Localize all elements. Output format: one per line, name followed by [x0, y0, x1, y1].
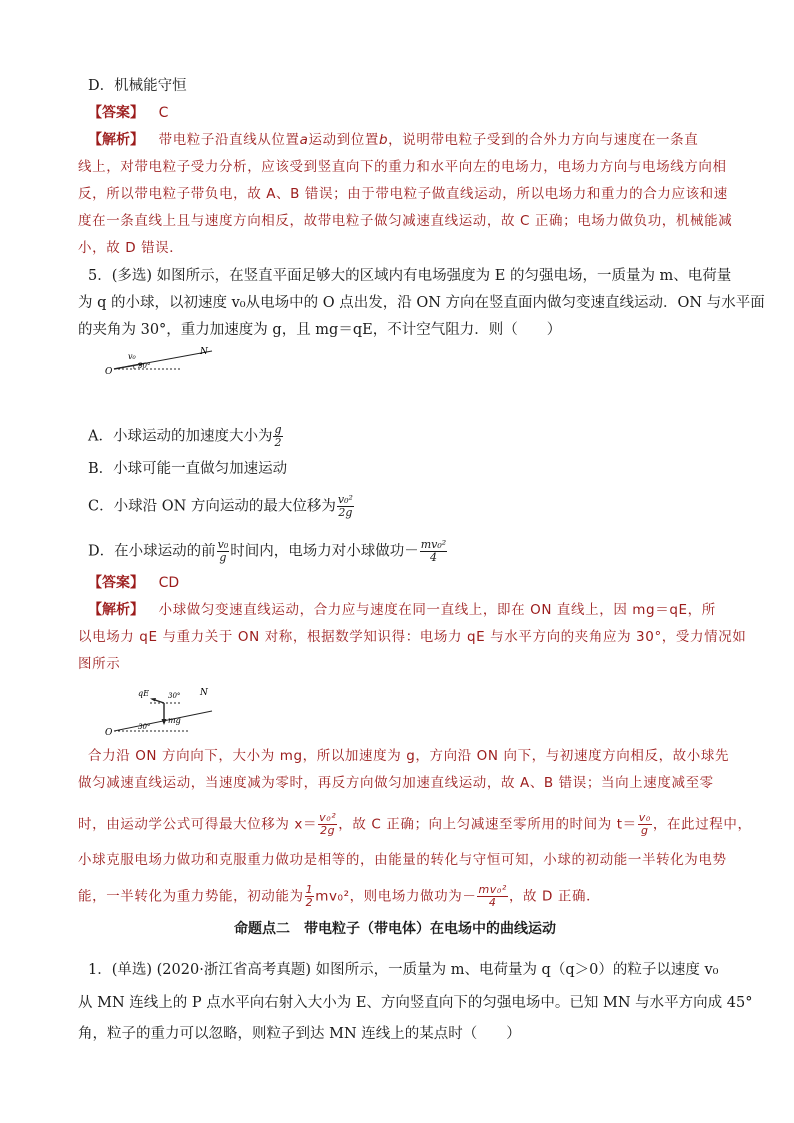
label-mg: mg	[168, 716, 181, 725]
answer-value: C	[158, 105, 169, 121]
fraction: $\frac{\text{v₀}}{g}$	[217, 538, 229, 564]
answer-label: 【答案】	[88, 105, 144, 121]
q5-analysis-line-1: 【解析】 小球做匀变速直线运动，合力应与速度在同一直线上，即在 ON 直线上，因 mg＝qE，所	[88, 602, 716, 618]
q1-line-3: 角，粒子的重力可以忽略，则粒子到达 MN 连线上的某点时（ ）	[78, 1026, 521, 1042]
label-qe: qE	[138, 689, 149, 698]
q4-answer	[88, 103, 168, 123]
label-o: O	[105, 728, 113, 735]
fraction: $\frac{\text{v₀²}}{2g}$	[337, 493, 353, 519]
answer-label: 【答案】	[88, 575, 144, 591]
q5-stem-line-3: 的夹角为 30°，重力加速度为 g，且 mg＝qE，不计空气阻力．则（ ）	[78, 322, 562, 338]
q5-analysis-line-8: 能，一半转化为重力势能，初动能为 $\frac{1}{2}$ mv₀²，则电场力做功为－ $\frac{\text{mv₀²}}{4}$ ，故 D 正确．	[78, 883, 601, 909]
q5-figure-1	[100, 346, 230, 382]
analysis-label: 【解析】	[88, 132, 144, 148]
analysis-label: 【解析】	[88, 602, 144, 618]
q5-analysis-line-2: 以电场力 qE 与重力关于 ON 对称，根据数学知识得：电场力 qE 与水平方向的夹角应为 30°，受力情况如	[78, 629, 747, 645]
q5-analysis-line-4: 合力沿 ON 方向向下，大小为 mg，所以加速度为 g，方向沿 ON 向下，与初速度方向相反，故小球先	[88, 748, 730, 764]
fraction: $\frac{g}{2}$	[274, 423, 282, 449]
fraction: $\frac{\text{mv₀²}}{4}$	[420, 538, 447, 564]
q5-analysis-line-6: 时，由运动学公式可得最大位移为 x＝ $\frac{\text{v₀²}}{2g}$ ，故 C 正确；向上匀减速至零所用的时间为 t＝ $\frac{\text{v₀}}{g}$ ，在此过程中，	[78, 811, 752, 837]
fraction: $\frac{1}{2}$	[305, 883, 314, 909]
q4-option-d: D．机械能守恒	[88, 78, 187, 94]
label-n: N	[200, 347, 208, 357]
q5-analysis-line-3: 图所示	[78, 656, 121, 672]
q5-stem-line-1: 5．(多选) 如图所示，在竖直平面足够大的区域内有电场强度为 E 的匀强电场，一质量为 m、电荷量	[88, 268, 732, 284]
angle-arc	[134, 366, 135, 370]
q1-line-1: 1．(单选) (2020·浙江省高考真题) 如图所示，一质量为 m、电荷量为 q（q＞0）的粒子以速度 v₀	[88, 962, 719, 978]
q5-figure-2	[100, 683, 230, 735]
electric-force-arrowhead	[150, 698, 156, 702]
q5-stem-line-2: 为 q 的小球，以初速度 v₀从电场中的 O 点出发，沿 ON 方向在竖直面内做匀变速直线运动．ON 与水平面	[78, 295, 765, 311]
fraction: $\frac{\text{mv₀²}}{4}$	[478, 883, 507, 909]
label-v0: v₀	[128, 352, 136, 361]
q4-analysis-line-4: 度在一条直线上且与速度方向相反，故带电粒子做匀减速直线运动，故 C 正确；电场力做负功，机械能减	[78, 213, 733, 229]
q5-option-c: C．小球沿 ON 方向运动的最大位移为 $\frac{\text{v₀²}}{2g}$	[88, 493, 353, 519]
fraction: $\frac{\text{v₀²}}{2g}$	[319, 811, 337, 837]
label-angle: 30°	[138, 362, 151, 370]
q4-analysis-line-3: 反，所以带电粒子带负电，故 A、B 错误；由于带电粒子做直线运动，所以电场力和重力的合力应该和速	[78, 186, 728, 202]
q5-option-d: D．在小球运动的前 $\frac{\text{v₀}}{g}$ 时间内，电场力对小球做功－ $\frac{\text{mv₀²}}{4}$	[88, 538, 447, 564]
q4-analysis-line-1: 【解析】 带电粒子沿直线从位置a运动到位置b，说明带电粒子受到的合外力方向与速度在一条直	[88, 132, 699, 148]
q4-analysis-line-2: 线上，对带电粒子受力分析，应该受到竖直向下的重力和水平向左的电场力，电场力方向与电场线方向相	[78, 159, 727, 175]
q5-answer	[88, 573, 179, 593]
label-angle-2: 30°	[138, 723, 151, 731]
q5-option-a: A．小球运动的加速度大小为 $\frac{g}{2}$	[88, 423, 282, 449]
section-title: 命题点二 带电粒子（带电体）在电场中的曲线运动	[234, 921, 556, 937]
q5-analysis-line-7: 小球克服电场力做功和克服重力做功是相等的，由能量的转化与守恒可知，小球的初动能一半转化为电势	[78, 852, 727, 868]
q4-analysis-line-5: 小，故 D 错误．	[78, 240, 184, 256]
answer-value: CD	[158, 575, 180, 591]
gravity-arrowhead	[162, 719, 167, 725]
q1-line-2: 从 MN 连线上的 P 点水平向右射入大小为 E、方向竖直向下的匀强电场中。已知 MN 与水平方向成 45°	[78, 995, 753, 1011]
label-o: O	[105, 367, 113, 377]
q5-option-b: B．小球可能一直做匀加速运动	[88, 461, 288, 477]
label-n: N	[200, 688, 208, 698]
q5-analysis-line-5: 做匀减速直线运动，当速度减为零时，再反方向做匀加速直线运动，故 A、B 错误；当向上速度减至零	[78, 775, 714, 791]
fraction: $\frac{\text{v₀}}{g}$	[638, 811, 651, 837]
label-angle-1: 30°	[168, 692, 181, 700]
